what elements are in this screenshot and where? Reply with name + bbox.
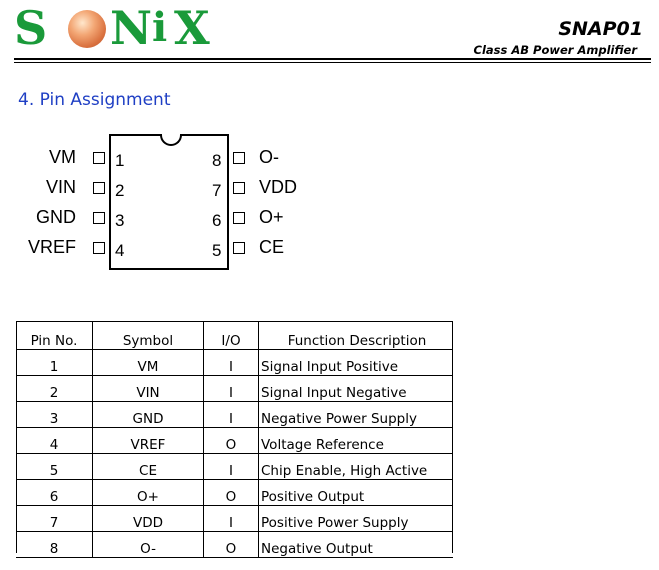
header-rule-thin — [14, 62, 651, 63]
description-cell: Signal Input Positive — [259, 350, 454, 376]
pin-number-cell: 2 — [16, 376, 93, 402]
io-cell: I — [204, 376, 259, 402]
pin-label-left: GND — [36, 207, 76, 227]
description-cell: Negative Power Supply — [259, 402, 454, 428]
logo-orb-icon — [68, 10, 106, 48]
logo-letter-n: N — [110, 1, 153, 55]
pin-number: 1 — [115, 151, 125, 170]
column-header: Symbol — [93, 321, 204, 350]
pin-number: 2 — [115, 181, 125, 200]
pin-number-cell: 4 — [16, 428, 93, 454]
pin-number: 4 — [115, 241, 125, 260]
pin-pad — [93, 152, 105, 164]
description-cell: Signal Input Negative — [259, 376, 454, 402]
symbol-cell: O+ — [93, 480, 204, 506]
symbol-cell: GND — [93, 402, 204, 428]
io-cell: O — [204, 428, 259, 454]
io-cell: O — [204, 480, 259, 506]
symbol-cell: O- — [93, 532, 204, 558]
symbol-cell: VM — [93, 350, 204, 376]
table-header-row — [16, 321, 453, 350]
column-header: Pin No. — [16, 321, 93, 350]
io-cell: I — [204, 350, 259, 376]
pin-number: 3 — [115, 211, 125, 230]
description-cell: Positive Output — [259, 480, 454, 506]
product-name: SNAP01 — [558, 18, 643, 40]
symbol-cell: VIN — [93, 376, 204, 402]
description-cell: Negative Output — [259, 532, 454, 558]
io-cell: I — [204, 454, 259, 480]
pin-pad — [233, 212, 245, 224]
pin-label-left: VIN — [45, 177, 76, 197]
pin-number-cell: 3 — [16, 402, 93, 428]
table-row — [16, 428, 453, 454]
section-title: 4. Pin Assignment — [18, 90, 171, 110]
pin-number: 7 — [212, 181, 222, 200]
pin-number-cell: 7 — [16, 506, 93, 532]
sonix-logo — [14, 1, 224, 55]
pin-pad — [233, 152, 245, 164]
pin-number: 6 — [212, 211, 222, 230]
table-row — [16, 402, 453, 428]
pin-label-right: VDD — [259, 177, 298, 197]
pin-number-cell: 8 — [16, 532, 93, 558]
pin-label-right: CE — [259, 237, 285, 257]
logo-letter-s: S — [14, 1, 48, 55]
pin-pad — [93, 212, 105, 224]
header-rule — [14, 58, 651, 60]
table-row — [16, 532, 453, 558]
pin-number-cell: 5 — [16, 454, 93, 480]
description-cell: Chip Enable, High Active — [259, 454, 454, 480]
product-subtitle: Class AB Power Amplifier — [473, 43, 637, 57]
table-row — [16, 480, 453, 506]
pin-number: 8 — [212, 151, 222, 170]
pin-table — [16, 321, 453, 558]
pin-pad — [233, 242, 245, 254]
io-cell: I — [204, 506, 259, 532]
pin-number-cell: 1 — [16, 350, 93, 376]
pin-label-right: O- — [259, 147, 279, 167]
pin-label-left: VM — [49, 147, 76, 167]
description-cell: Voltage Reference — [259, 428, 454, 454]
column-header: Function Description — [259, 321, 454, 350]
symbol-cell: VREF — [93, 428, 204, 454]
chip-package — [109, 134, 229, 270]
symbol-cell: CE — [93, 454, 204, 480]
pin-pad — [93, 242, 105, 254]
logo-letter-x: X — [174, 1, 210, 55]
pin-number-cell: 6 — [16, 480, 93, 506]
table-row — [16, 376, 453, 402]
table-row — [16, 454, 453, 480]
symbol-cell: VDD — [93, 506, 204, 532]
io-cell: O — [204, 532, 259, 558]
io-cell: I — [204, 402, 259, 428]
pin-number: 5 — [212, 241, 222, 260]
description-cell: Positive Power Supply — [259, 506, 454, 532]
table-row — [16, 350, 453, 376]
pin-pad — [233, 182, 245, 194]
table-row — [16, 506, 453, 532]
pin-pad — [93, 182, 105, 194]
column-header: I/O — [204, 321, 259, 350]
logo-letter-i: i — [152, 4, 168, 51]
pin-label-right: O+ — [259, 207, 284, 227]
pin-label-left: VREF — [27, 237, 76, 257]
